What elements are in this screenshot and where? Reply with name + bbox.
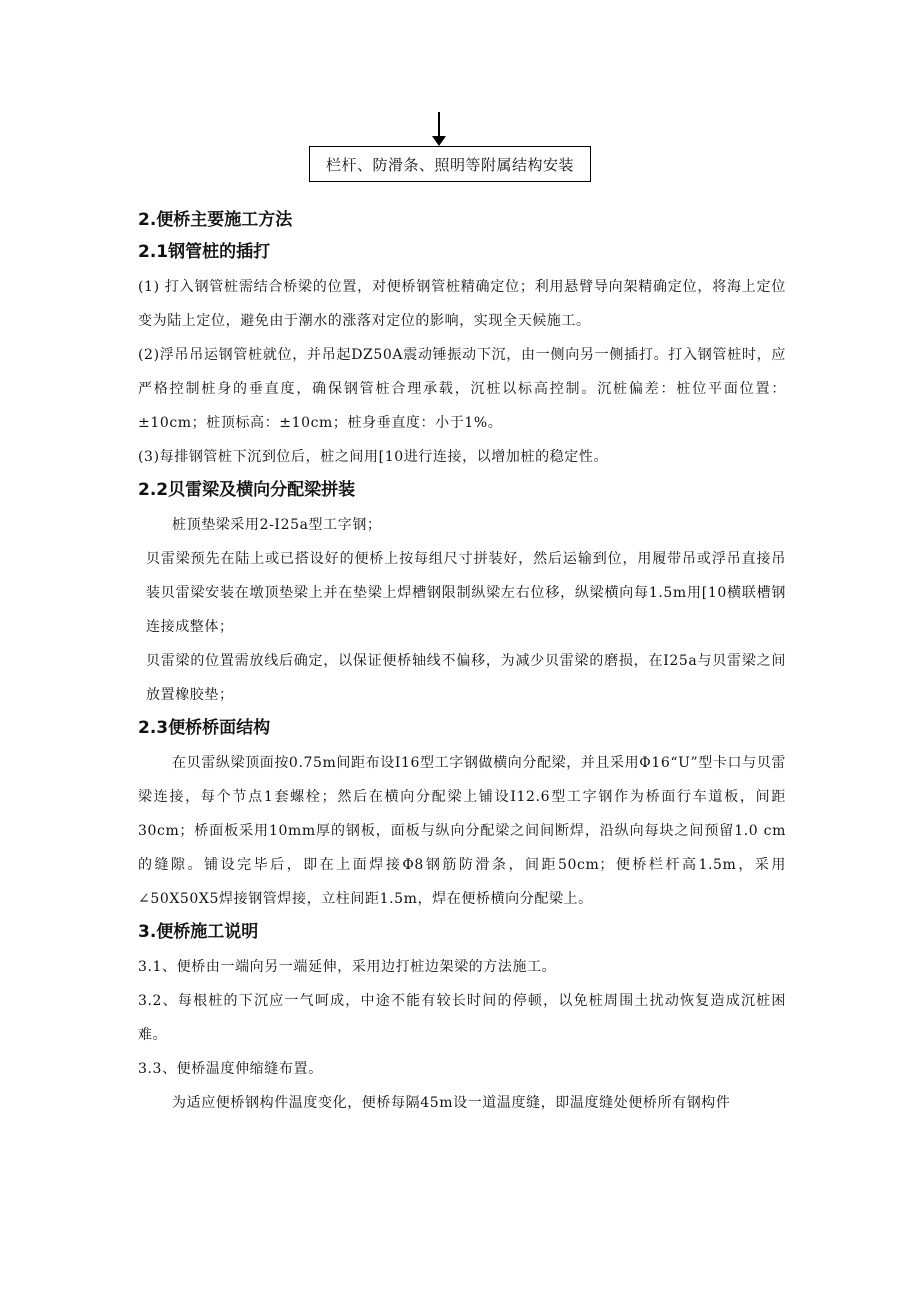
- section-3-3-item: 3.3、便桥温度伸缩缝布置。: [138, 1061, 323, 1077]
- section-2-2-paragraph-3: 贝雷梁的位置需放线后确定，以保证便桥轴线不偏移，为减少贝雷梁的磨损，在I25a与贝雷梁之间放置橡胶垫；: [146, 653, 786, 703]
- section-3-2-item: 3.2、每根桩的下沉应一气呵成，中途不能有较长时间的停顿，以免桩周围土扰动恢复造成沉桩困难。: [138, 993, 786, 1043]
- section-2-2-heading: 2.2贝雷梁及横向分配梁拼装: [138, 480, 356, 500]
- document-body: [138, 204, 786, 1120]
- section-2-3-paragraph-1: 在贝雷纵梁顶面按0.75m间距布设I16型工字钢做横向分配梁，并且采用Φ16“U”型卡口与贝雷梁连接，每个节点1套螺栓；然后在横向分配梁上铺设I12.6型工字钢作为桥面行车道板，间距30cm；桥面板采用10mm厚的钢板，面板与纵向分配梁之间间断焊，沿纵向每块之间预留1.0 cm的缝隙。铺设完毕后，即在上面焊接Φ8钢筋防滑条，间距50cm；便桥栏杆高1.5m，采用∠50X50X5焊接钢管焊接，立柱间距1.5m，焊在便桥横向分配梁上。: [138, 755, 786, 907]
- flow-arrow-down-icon: [432, 136, 446, 146]
- section-2-1-paragraph-1: (1) 打入钢管桩需结合桥梁的位置，对便桥钢管桩精确定位；利用悬臂导向架精确定位，将海上定位变为陆上定位，避免由于潮水的涨落对定位的影响，实现全天候施工。: [138, 279, 786, 329]
- section-2-2-paragraph-1: 桩顶垫梁采用2-I25a型工字钢；: [172, 517, 382, 533]
- section-2-1-paragraph-3: (3)每排钢管桩下沉到位后，桩之间用[10进行连接，以增加桩的稳定性。: [138, 449, 609, 465]
- section-3-3-paragraph-1: 为适应便桥钢构件温度变化，便桥每隔45m设一道温度缝，即温度缝处便桥所有钢构件: [172, 1095, 731, 1111]
- section-2-1-paragraph-2: (2)浮吊吊运钢管桩就位，并吊起DZ50A震动锤振动下沉，由一侧向另一侧插打。打入钢管桩时，应严格控制桩身的垂直度，确保钢管桩合理承载，沉桩以标高控制。沉桩偏差：桩位平面位置：±10cm；桩顶标高：±10cm；桩身垂直度：小于1%。: [138, 347, 786, 431]
- section-2-3-heading: 2.3便桥桥面结构: [138, 718, 271, 738]
- section-3-1-item: 3.1、便桥由一端向另一端延伸，采用边打桩边架梁的方法施工。: [138, 959, 557, 975]
- section-3-heading: 3.便桥施工说明: [138, 922, 259, 942]
- section-2-2-paragraph-2: 贝雷梁预先在陆上或已搭设好的便桥上按每组尺寸拼装好，然后运输到位，用履带吊或浮吊直接吊装贝雷梁安装在墩顶垫梁上并在垫梁上焊槽钢限制纵梁左右位移，纵梁横向每1.5m用[10横联槽钢连接成整体；: [146, 551, 786, 635]
- section-2-1-heading: 2.1钢管桩的插打: [138, 242, 271, 262]
- section-2-heading: 2.便桥主要施工方法: [138, 210, 293, 230]
- flowchart-box-label: 栏杆、防滑条、照明等附属结构安装: [325, 155, 574, 174]
- flowchart-box: [309, 146, 591, 182]
